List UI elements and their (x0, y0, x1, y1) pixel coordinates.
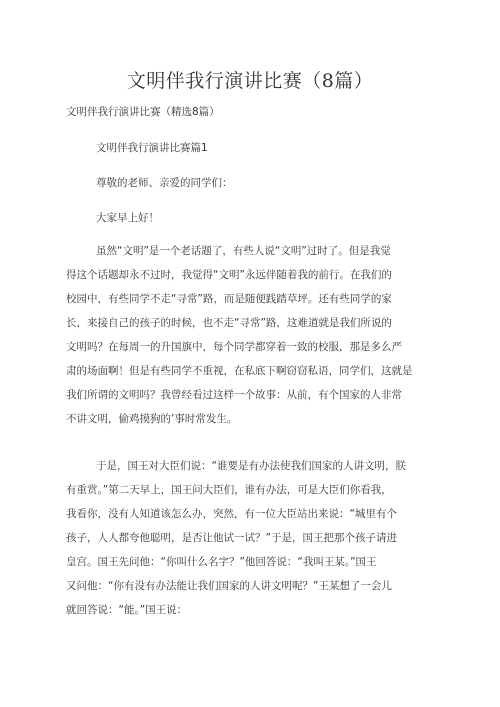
paragraph-line: 不讲文明，偷鸡摸狗的’事时常发生。 (66, 413, 238, 425)
paragraph-line: 虽然“文明”是一个老话题了，有些人说“文明”过时了。但是我觉 (96, 245, 391, 257)
paragraph-line: 就回答说：“能。”国王说： (66, 604, 188, 616)
paragraph-line: 皇宫。国王先问他：“你叫什么名字？”他回答说：“我叫王某。”国王 (66, 556, 377, 568)
paragraph-line: 肃的场面啊！但是有些同学不重视，在私底下啊窃窃私语，同学们，这就是 (66, 365, 413, 377)
paragraph-line: 文明吗？在每周一的升国旗中，每个同学都穿着一致的校服，那是多么严 (66, 341, 402, 353)
opening-line: 大家早上好！ (96, 212, 159, 224)
paragraph-line: 我看你，没有人知道该怎么办，突然，有一位大臣站出来说：“城里有个 (66, 508, 397, 520)
paragraph-line: 又问他：“你有没有办法能让我们国家的人讲文明呢？”王某想了一会儿 (66, 580, 392, 592)
greeting: 尊敬的老师、亲爱的同学们： (96, 177, 233, 189)
paragraph-line: 我们所谓的文明吗？我曾经看过这样一个故事：从前，有个国家的人非常 (66, 389, 402, 401)
paragraph-line: 孩子，人人都夸他聪明，是否让他试一试？”于是，国王把那个孩子请进 (66, 532, 397, 544)
paragraph-line: 于是，国王对大臣们说：“谁要是有办法使我们国家的人讲文明，朕 (96, 460, 406, 472)
paragraph-line: 校园中，有些同学不走“寻常”路，而是随便践踏草坪。还有些同学的家 (66, 293, 392, 305)
document-title: 文明伴我行演讲比赛（8篇） (126, 70, 374, 92)
paragraph-line: 长，来接自己的孩子的时候，也不走“寻常”路，这难道就是我们所说的 (66, 317, 392, 329)
paragraph-line: 得这个话题却永不过时，我觉得“文明”永远伴随着我的前行。在我们的 (66, 269, 392, 281)
paragraph-line: 有重赏。”第二天早上，国王问大臣们，谁有办法，可是大臣们你看我， (66, 484, 392, 496)
section-heading: 文明伴我行演讲比赛篇1 (96, 142, 208, 154)
document-subtitle: 文明伴我行演讲比赛（精选8篇） (66, 106, 220, 118)
